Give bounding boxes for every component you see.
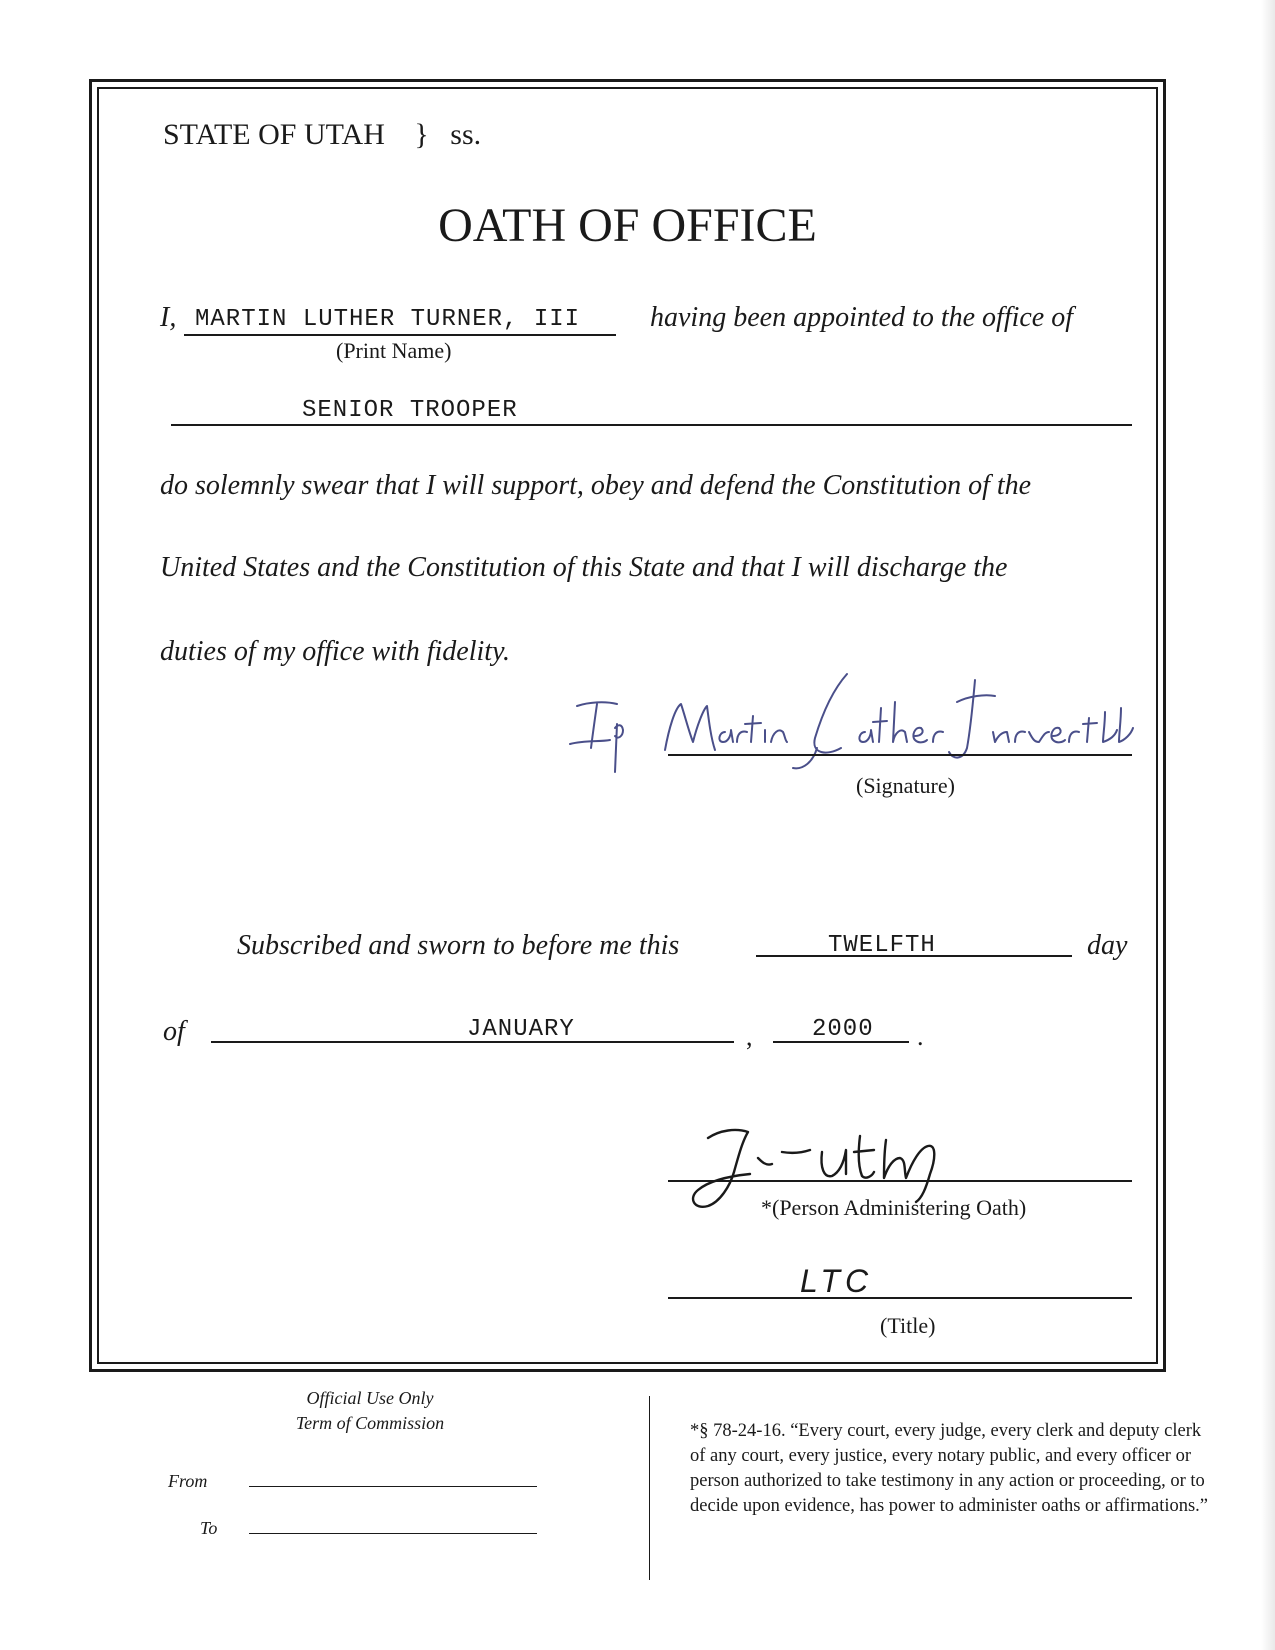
oath-body-line-3: duties of my office with fidelity. [160, 636, 510, 667]
footer-divider [649, 1396, 650, 1580]
print-name-caption: (Print Name) [336, 338, 452, 363]
of-word: of [163, 1016, 185, 1047]
to-label: To [200, 1518, 218, 1538]
print-name-value: MARTIN LUTHER TURNER, III [195, 306, 581, 333]
state-heading [163, 118, 481, 152]
year-value: 2000 [812, 1016, 874, 1043]
day-word: day [1087, 930, 1128, 961]
oath-prefix: I, [160, 302, 177, 333]
office-line [171, 424, 1132, 426]
title-value: LTC [800, 1263, 874, 1299]
statute-note: *§ 78-24-16. “Every court, every judge, every clerk and deputy clerk of any court, every justice, every notary public, and every officer or person authorized to take testimony in any action or proceeding, or to decide upon evidence, has power to administer oaths or affirmations.” [690, 1421, 1209, 1516]
administrator-line [668, 1180, 1132, 1182]
term-label: Term of Commission [295, 1413, 445, 1433]
month-value: JANUARY [467, 1016, 575, 1043]
page-edge-shadow [1261, 0, 1275, 1650]
date-comma: , [746, 1022, 753, 1051]
date-period: . [917, 1022, 924, 1051]
document-title: OATH OF OFFICE [438, 199, 817, 252]
from-line [249, 1486, 537, 1487]
office-value: SENIOR TROOPER [302, 397, 518, 424]
ss-label: ss. [450, 118, 482, 151]
oath-body-line-2: United States and the Constitution of this State and that I will discharge the [160, 552, 1008, 583]
signature-line [668, 754, 1132, 756]
state-name: STATE OF UTAH [163, 118, 385, 151]
day-value: TWELFTH [828, 932, 936, 959]
title-caption: (Title) [880, 1313, 936, 1338]
oath-body-line-1: do solemnly swear that I will support, obey and defend the Constitution of the [160, 470, 1032, 501]
year-line [773, 1041, 909, 1043]
month-line [211, 1041, 734, 1043]
signature-caption: (Signature) [856, 773, 955, 798]
appointed-text: having been appointed to the office of [650, 302, 1074, 333]
brace: } [414, 118, 429, 151]
official-use-label: Official Use Only [306, 1388, 434, 1408]
administrator-caption: *(Person Administering Oath) [761, 1195, 1027, 1220]
oath-taker-signature [565, 662, 1135, 777]
from-label: From [168, 1471, 208, 1491]
title-line [668, 1297, 1132, 1299]
print-name-line [184, 334, 616, 336]
day-line [756, 955, 1072, 957]
sworn-text: Subscribed and sworn to before me this [237, 930, 680, 961]
to-line [249, 1533, 537, 1534]
